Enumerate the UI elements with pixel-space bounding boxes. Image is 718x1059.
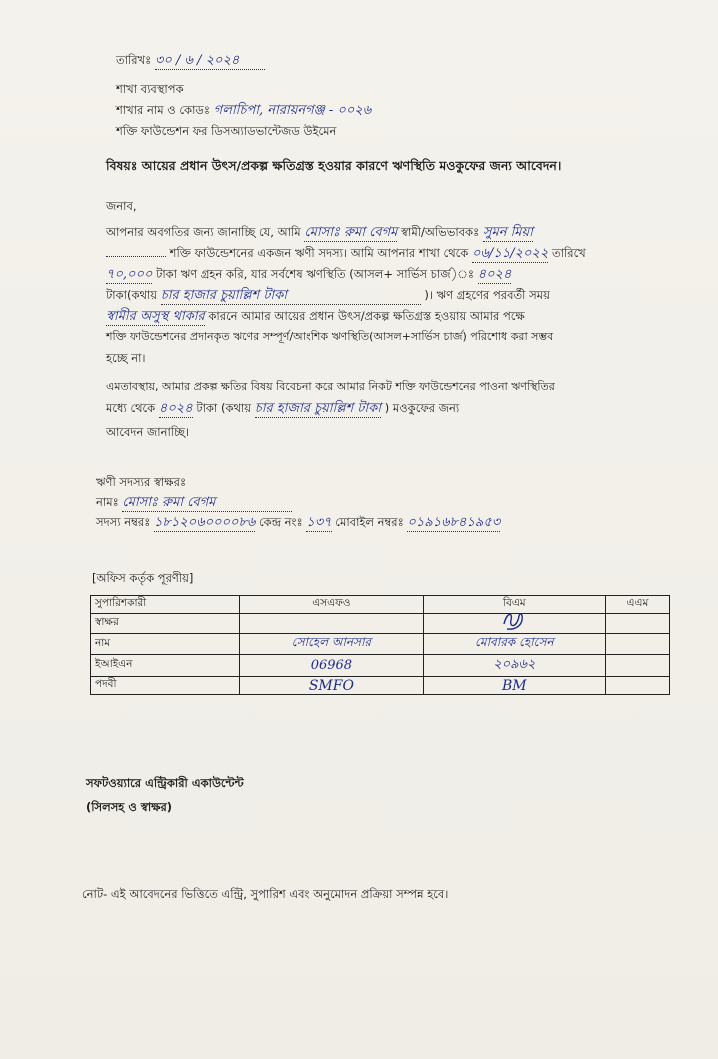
body-line-7: হচ্ছে না। <box>106 351 146 365</box>
row-label: স্বাক্ষর <box>91 614 240 634</box>
body-text: টাকা (কথায় <box>196 401 252 415</box>
balance-handwritten: ৪০২৪ <box>477 267 512 282</box>
header-am: এএম <box>605 596 669 614</box>
branch-line <box>116 102 371 119</box>
body-line-4 <box>106 287 550 305</box>
body-line-6: শক্তি ফাউন্ডেশনের প্রদানকৃত ঋণের সম্পূর্ণ/আংশিক ঋণস্থিতি(আসল+সার্ভিস চার্জ) পরিশোধ করা সম্ভব <box>106 330 554 343</box>
am-ein <box>605 655 669 677</box>
guardian-handwritten: সুমন মিয়া <box>482 225 533 240</box>
member-info-line <box>96 514 500 532</box>
body-text: স্বামী/অভিভাবকঃ <box>401 225 480 239</box>
waive-words-handwritten: চার হাজার চুয়াল্লিশ টাকা <box>254 401 382 416</box>
loan-amount-handwritten: ৭০,০০০ <box>106 267 153 282</box>
body-line-3 <box>106 266 511 284</box>
office-table <box>90 595 670 695</box>
table-row <box>91 634 670 655</box>
body-line-10: আবেদন জানাচ্ছি। <box>106 425 190 439</box>
table-row <box>91 677 670 695</box>
bm-designation: BM <box>423 677 605 695</box>
loan-date-handwritten: ০৬/১১/২০২২ <box>471 246 549 261</box>
body-text: আপনার অবগতির জন্য জানাচ্ছি যে, আমি <box>106 225 301 239</box>
body-text: শক্তি ফাউন্ডেশনের একজন ঋণী সদস্য। আমি আপনার শাখা থেকে <box>169 246 469 260</box>
body-text: কারনে আমার আয়ের প্রধান উৎস/প্রকল্প ক্ষতিগ্রস্ত হওয়ায় আমার পক্ষে <box>208 309 525 323</box>
mobile-handwritten: ০১৯১৬৮৪১৯৫৩ <box>407 515 501 530</box>
header-bm: বিএম <box>423 596 605 614</box>
sfo-signature-cell <box>240 614 424 634</box>
body-text: তারিখে <box>551 246 586 260</box>
name-label: নামঃ <box>96 495 119 509</box>
signature-name-handwritten: মোসাঃ রুমা বেগম <box>122 495 292 512</box>
table-header-row <box>91 596 670 614</box>
blank-dots <box>106 256 166 257</box>
bm-name: মোবারক হোসেন <box>423 634 605 655</box>
center-no-handwritten: ১৩৭ <box>306 515 332 530</box>
organization-name: শক্তি ফাউন্ডেশন ফর ডিসঅ্যাডভান্টেজড উইমেন <box>116 124 337 138</box>
date-value: ৩০ / ৬ / ২০২৪ <box>155 53 265 70</box>
row-label: ইআইএন <box>91 655 240 677</box>
accountant-subtitle: (সিলসহ ও স্বাক্ষর) <box>86 800 173 814</box>
am-signature-cell <box>605 614 669 634</box>
body-text: মধ্যে থেকে <box>106 401 156 415</box>
sfo-name: সোহেল আনসার <box>240 634 424 655</box>
sfo-designation: SMFO <box>240 677 424 695</box>
sfo-ein: 06968 <box>240 655 424 677</box>
body-text: )। ঋণ গ্রহণের পরবর্তী সময় <box>424 288 550 302</box>
body-line-9 <box>106 400 459 418</box>
signature-name-line <box>96 494 292 512</box>
salutation: জনাব, <box>106 199 137 213</box>
body-text: ) মওকুফের জন্য <box>384 401 460 415</box>
member-name-handwritten: মোসাঃ রুমা বেগম <box>304 225 398 240</box>
accountant-title: সফটওয়্যারে এন্ট্রিকারী একাউন্টেন্ট <box>86 776 244 790</box>
center-label: কেন্দ্র নংঃ <box>259 515 303 529</box>
body-text: টাকা(কথায় <box>106 288 158 302</box>
row-label: পদবী <box>91 677 240 695</box>
body-line-1 <box>106 224 533 242</box>
member-no-handwritten: ১৮১২০৬০০০০৮৬ <box>153 515 256 530</box>
signature-scribble-icon <box>501 614 527 630</box>
date-line <box>116 52 265 70</box>
mobile-label: মোবাইল নম্বরঃ <box>335 515 404 529</box>
recipient-title: শাখা ব্যবস্থাপক <box>116 82 184 96</box>
branch-label: শাখার নাম ও কোডঃ <box>116 103 211 117</box>
waive-amount-handwritten: ৪০২৪ <box>158 401 193 416</box>
table-row <box>91 614 670 634</box>
office-section-title: [অফিস কর্তৃক পূরণীয়] <box>92 571 194 585</box>
subject-line: বিষয়ঃ আয়ের প্রধান উৎস/প্রকল্প ক্ষতিগ্রস্ত হওয়ার কারণে ঋণস্থিতি মওকুফের জন্য আবেদন। <box>106 158 562 173</box>
table-row <box>91 655 670 677</box>
row-label: নাম <box>91 634 240 655</box>
body-line-5 <box>106 308 525 326</box>
am-designation <box>605 677 669 695</box>
bm-signature-cell <box>423 614 605 634</box>
signature-title: ঋণী সদস্যর স্বাক্ষরঃ <box>96 475 187 489</box>
cause-handwritten: স্বামীর অসুস্থ থাকার <box>106 309 205 324</box>
body-line-2 <box>106 245 586 263</box>
body-text: টাকা ঋণ গ্রহন করি, যার সর্বশেষ ঋণস্থিতি (আসল+ সার্ভিস চার্জ)ঃ <box>156 267 474 281</box>
body-line-8: এমতাবস্থায়, আমার প্রকল্প ক্ষতির বিষয় বিবেচনা করে আমার নিকট শক্তি ফাউন্ডেশনের পাওনা ঋণস্থিতির <box>106 380 555 393</box>
footer-note: নোট- এই আবেদনের ভিত্তিতে এন্ট্রি, সুপারিশ এবং অনুমোদন প্রক্রিয়া সম্পন্ন হবে। <box>82 887 449 901</box>
date-label: তারিখঃ <box>116 53 152 67</box>
am-name <box>605 634 669 655</box>
branch-value: গলাচিপা, নারায়নগঞ্জ - ০০২৬ <box>213 103 372 118</box>
member-no-label: সদস্য নম্বরঃ <box>96 515 151 529</box>
header-sfo: এসএফও <box>240 596 424 614</box>
header-recommender: সুপারিশকারী <box>91 596 240 614</box>
bm-ein: ২০৯৬২ <box>423 655 605 677</box>
balance-words-handwritten: চার হাজার চুয়াল্লিশ টাকা <box>161 288 421 305</box>
